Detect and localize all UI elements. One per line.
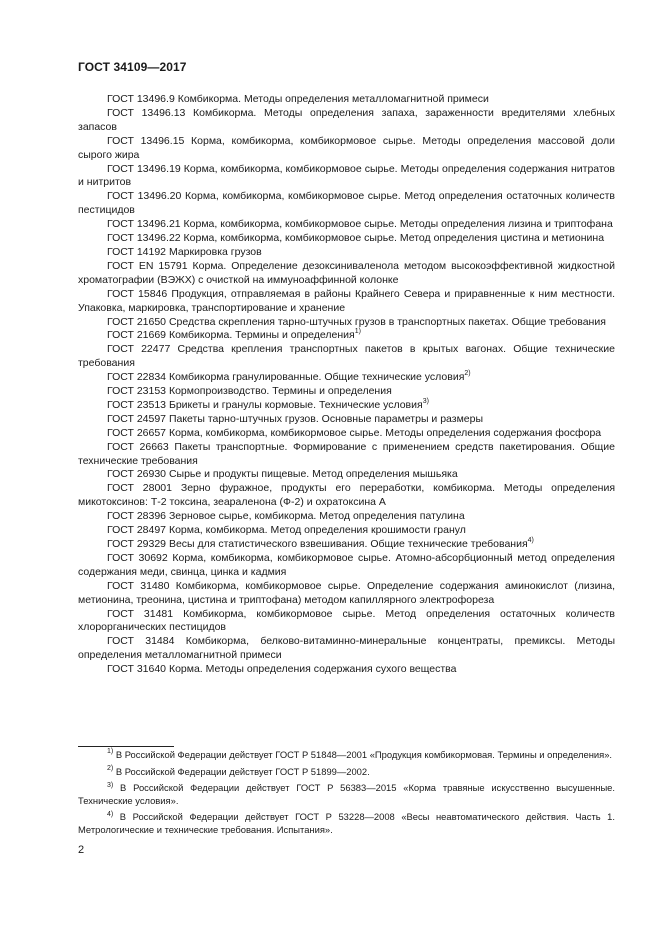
footnote-text: В Российской Федерации действует ГОСТ Р 51848—2001 «Продукция комбикормовая. Термины и определения».: [115, 749, 613, 760]
reference-item: [78, 399, 615, 413]
reference-code: ГОСТ 26930: [107, 468, 167, 481]
reference-code: ГОСТ 30692: [107, 551, 168, 564]
reference-title: Пакеты тарно-штучных грузов. Основные параметры и размеры: [168, 412, 484, 425]
reference-title: Комбикорма гранулированные. Общие технические условия: [168, 371, 465, 384]
reference-code: ГОСТ 13496.15: [107, 134, 185, 147]
reference-title: Корма, комбикорма, комбикормовое сырье. Метод определения цистина и метионина: [183, 232, 605, 245]
reference-item: [78, 580, 615, 608]
reference-code: ГОСТ 13496.9: [107, 93, 175, 105]
footnotes: [78, 749, 615, 841]
reference-code: ГОСТ 13496.22: [107, 232, 181, 245]
reference-title: Средства крепления транспортных пакетов в крытых вагонах. Общие технические требования: [78, 343, 615, 370]
reference-item: [78, 663, 615, 677]
reference-title: Корма, комбикорма, комбикормовое сырье. Методы определения массовой доли сырого жира: [78, 134, 616, 161]
reference-code: ГОСТ 13496.21: [107, 218, 181, 231]
footnote-text: В Российской Федерации действует ГОСТ Р 56383—2015 «Корма травяные искусственно высушенные. Технические условия».: [78, 782, 615, 806]
reference-code: ГОСТ 22834: [107, 371, 167, 384]
reference-item: [78, 288, 615, 316]
footnote-marker: 1): [354, 328, 361, 336]
reference-code: ГОСТ 24597: [107, 412, 167, 425]
reference-code: ГОСТ 13496.13: [107, 106, 186, 119]
footnote-mark: 3): [107, 781, 114, 789]
reference-title: Комбикорма, комбикормовое сырье. Метод определения остаточных количеств хлорорганических пестицидов: [78, 607, 616, 634]
footnote-text: В Российской Федерации действует ГОСТ Р 53228—2008 «Весы неавтоматического действия. Часть 1. Метрологические и технические требования. Испытания».: [78, 811, 615, 835]
reference-code: ГОСТ 28001: [107, 482, 172, 495]
reference-title: Комбикорма, белково-витаминно-минеральные концентраты, премиксы. Методы определения металломагнитной примеси: [78, 635, 615, 662]
reference-title: Зерно фуражное, продукты его переработки, комбикорма. Методы определения микотоксинов: Т-2 токсина, зеараленона (Ф-2) и охратоксина А: [78, 482, 616, 509]
footnote-mark: 1): [107, 748, 114, 756]
reference-item: [78, 260, 615, 288]
reference-title: Корма, комбикорма. Метод определения крошимости гранул: [168, 524, 466, 537]
reference-item: [78, 524, 615, 538]
footnote-text: В Российской Федерации действует ГОСТ Р 51899—2002.: [115, 765, 370, 777]
reference-title: Корма, комбикорма, комбикормовое сырье. Метод определения остаточных количеств пестицидов: [78, 190, 616, 217]
reference-title: Корма, комбикорма, комбикормовое сырье. Методы определения содержания фосфора: [168, 426, 602, 439]
footnote-mark: 4): [107, 810, 114, 818]
reference-code: ГОСТ 31481: [107, 607, 174, 620]
reference-title: Весы для статистического взвешивания. Общие технические требования: [168, 538, 528, 550]
reference-item: [78, 635, 615, 663]
reference-code: ГОСТ 13496.19: [107, 162, 181, 175]
reference-code: ГОСТ 13496.20: [107, 190, 182, 203]
reference-item: [78, 316, 615, 330]
reference-item: [78, 468, 615, 482]
footnote-marker: 2): [464, 370, 471, 378]
reference-item: [78, 538, 615, 552]
reference-item: [78, 343, 615, 371]
reference-code: ГОСТ 21669: [107, 329, 167, 342]
reference-title: Корма. Определение дезоксиниваленола методом высокоэффективной жидкостной хроматографии (ВЭЖХ) с очисткой на иммуноаффинной колонке: [78, 259, 615, 286]
footnote-item: [78, 811, 615, 836]
normative-references-list: [78, 93, 615, 677]
footnote-item: [78, 782, 615, 807]
footnote-marker: 4): [527, 537, 534, 544]
reference-title: Комбикорма. Методы определения металломагнитной примеси: [177, 93, 489, 105]
reference-item: [78, 93, 615, 107]
reference-title: Сырье и продукты пищевые. Метод определения мышьяка: [168, 468, 458, 481]
reference-title: Продукция, отправляемая в районы Крайнего Севера и приравненные к ним местности. Упаковка, маркировка, транспортирование и хранение: [78, 287, 615, 314]
reference-item: [78, 510, 615, 524]
page-number: 2: [78, 844, 85, 856]
reference-item: [78, 135, 615, 163]
footnote-marker: 3): [422, 397, 429, 405]
reference-code: ГОСТ 31640: [107, 663, 167, 676]
reference-title: Корма, комбикорма, комбикормовое сырье. Атомно-абсорбционный метод определения содержания меди, свинца, цинка и кадмия: [78, 551, 615, 578]
reference-title: Пакеты транспортные. Формирование с применением средств пакетирования. Общие технические требования: [78, 440, 615, 467]
reference-code: ГОСТ 28396: [107, 510, 167, 523]
reference-title: Комбикорма, комбикормовое сырье. Определение содержания аминокислот (лизина, метионина, треонина, цистина и триптофана) методом капиллярного электрофореза: [78, 579, 615, 606]
reference-code: ГОСТ 21650: [107, 315, 167, 328]
reference-code: ГОСТ EN 15791: [107, 259, 188, 272]
footnote-mark: 2): [107, 764, 114, 772]
reference-title: Брикеты и гранулы кормовые. Технические условия: [168, 398, 423, 411]
reference-item: [78, 413, 615, 427]
page-header: ГОСТ 34109—2017: [78, 60, 187, 74]
reference-item: [78, 218, 615, 232]
reference-title: Комбикорма. Термины и определения: [168, 329, 355, 342]
reference-item: [78, 427, 615, 441]
reference-title: Корма, комбикорма, комбикормовое сырье. Методы определения содержания нитратов и нитритов: [78, 162, 615, 189]
reference-item: [78, 441, 615, 469]
reference-title: Комбикорма. Методы определения запаха, зараженности вредителями хлебных запасов: [78, 106, 615, 133]
reference-code: ГОСТ 31480: [107, 579, 170, 592]
footnote-item: [78, 766, 615, 779]
reference-item: [78, 385, 615, 399]
reference-item: [78, 232, 615, 246]
reference-item: [78, 329, 615, 343]
reference-item: [78, 107, 615, 135]
reference-item: [78, 246, 615, 260]
reference-code: ГОСТ 31484: [107, 635, 175, 648]
reference-code: ГОСТ 14192: [107, 245, 167, 258]
reference-code: ГОСТ 26657: [107, 426, 167, 439]
reference-item: [78, 552, 615, 580]
reference-title: Зерновое сырье, комбикорма. Метод определения патулина: [168, 510, 465, 523]
reference-code: ГОСТ 28497: [107, 524, 167, 537]
reference-code: ГОСТ 23153: [107, 385, 167, 398]
reference-item: [78, 482, 615, 510]
reference-item: [78, 608, 615, 636]
reference-code: ГОСТ 23513: [107, 398, 167, 411]
reference-title: Средства скрепления тарно-штучных грузов в транспортных пакетах. Общие требования: [168, 315, 606, 328]
reference-title: Корма. Методы определения содержания сухого вещества: [168, 663, 457, 676]
reference-code: ГОСТ 15846: [107, 287, 168, 300]
reference-code: ГОСТ 22477: [107, 343, 171, 356]
reference-code: ГОСТ 26663: [107, 440, 169, 453]
reference-item: [78, 371, 615, 385]
reference-code: ГОСТ 29329: [107, 538, 167, 550]
reference-title: Маркировка грузов: [168, 245, 262, 258]
reference-title: Корма, комбикорма, комбикормовое сырье. Методы определения лизина и триптофана: [183, 218, 613, 231]
reference-title: Кормопроизводство. Термины и определения: [168, 385, 392, 398]
footnote-item: [78, 749, 615, 762]
reference-item: [78, 163, 615, 191]
reference-item: [78, 190, 615, 218]
footnote-divider: [78, 746, 174, 747]
